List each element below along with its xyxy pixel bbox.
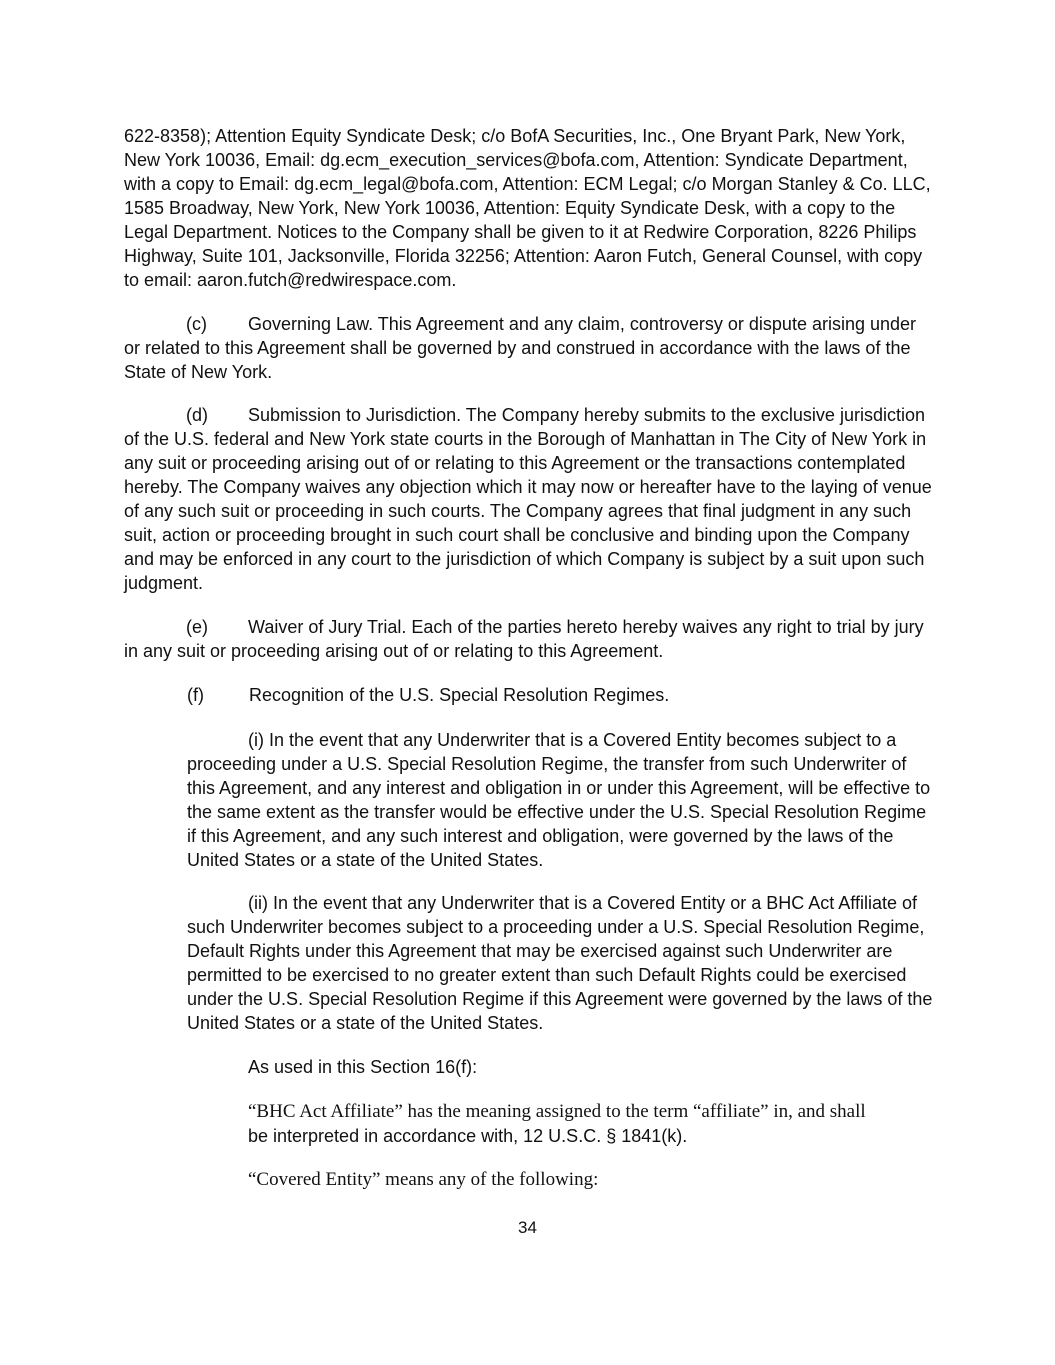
definition-covered-entity: “Covered Entity” means any of the following: bbox=[248, 1169, 599, 1190]
section-heading: Submission to Jurisdiction. bbox=[248, 405, 462, 425]
section-recognition bbox=[187, 683, 934, 707]
definition-text: be interpreted in accordance with, 12 U.S.C. § 1841(k). bbox=[248, 1126, 688, 1146]
section-waiver-of-jury-trial bbox=[124, 615, 934, 663]
section-number: (f) bbox=[187, 685, 204, 705]
section-text: Each of the parties hereto hereby waives any right to trial by jury in any suit or proceeding arising out of or relating to this Agreement. bbox=[124, 617, 924, 661]
definition-bhc-act-affiliate bbox=[248, 1099, 938, 1148]
definitions-intro: As used in this Section 16(f): bbox=[248, 1057, 478, 1077]
section-heading: Waiver of Jury Trial. bbox=[248, 617, 407, 637]
subsection-i: (i) In the event that any Underwriter that is a Covered Entity becomes subject to a proceeding under a U.S. Special Resolution Regime, the transfer from such Underwriter of this Agreement, and any interest and obligation in or under this Agreement, will be effective to the same extent as the transfer would be effective under the U.S. Special Resolution Regime if this Agreement, and any such interest and obligation, were governed by the laws of the United States or a state of the United States. bbox=[187, 730, 931, 870]
subsection-ii: (ii) In the event that any Underwriter that is a Covered Entity or a BHC Act Affiliate of such Underwriter becomes subject to a proceeding under a U.S. Special Resolution Regime, Default Rights under this Agreement that may be exercised against such Underwriter are permitted to be exercised to no greater extent than such Default Rights could be exercised under the U.S. Special Resolution Regime if this Agreement were governed by the laws of the United States or a state of the United States. bbox=[187, 893, 933, 1033]
section-text: This Agreement and any claim, controversy or dispute arising under or related to this Agreement shall be governed by and construed in accordance with the laws of the State of New York. bbox=[124, 314, 917, 382]
section-number: (d) bbox=[186, 405, 208, 425]
section-number: (e) bbox=[186, 617, 208, 637]
section-heading: Recognition of the U.S. Special Resolution Regimes. bbox=[249, 685, 670, 705]
section-heading: Governing Law. bbox=[248, 314, 374, 334]
section-text: The Company hereby submits to the exclusive jurisdiction of the U.S. federal and New York state courts in the Borough of Manhattan in The City of New York in any suit or proceeding arising out of or relating to this Agreement or the transactions contemplated hereby. The Company waives any objection which it may now or hereafter have to the laying of venue of any such suit or proceeding in such courts. The Company agrees that final judgment in any such suit, action or proceeding brought in such court shall be conclusive and binding upon the Company and may be enforced in any court to the jurisdiction of which Company is subject by a suit upon such judgment. bbox=[124, 405, 932, 593]
section-governing-law bbox=[124, 312, 934, 384]
section-submission-to-jurisdiction bbox=[124, 403, 934, 595]
intro-paragraph: 622-8358); Attention Equity Syndicate Desk; c/o BofA Securities, Inc., One Bryant Park, New York, New York 10036, Email: dg.ecm_execution_services@bofa.com, Attention: Syndicate Department, with a copy to Email: dg.ecm_legal@bofa.com, Attention: ECM Legal; c/o Morgan Stanley & Co. LLC, 1585 Broadway, New York, New York 10036, Attention: Equity Syndicate Desk, with a copy to the Legal Department. Notices to the Company shall be given to it at Redwire Corporation, 8226 Philips Highway, Suite 101, Jacksonville, Florida 32256; Attention: Aaron Futch, General Counsel, with copy to email: aaron.futch@redwirespace.com. bbox=[124, 126, 931, 290]
definition-term: “BHC Act Affiliate” has the meaning assigned to the term “affiliate” in, and shall bbox=[248, 1101, 866, 1122]
section-number: (c) bbox=[186, 314, 207, 334]
page-number: 34 bbox=[518, 1218, 537, 1237]
